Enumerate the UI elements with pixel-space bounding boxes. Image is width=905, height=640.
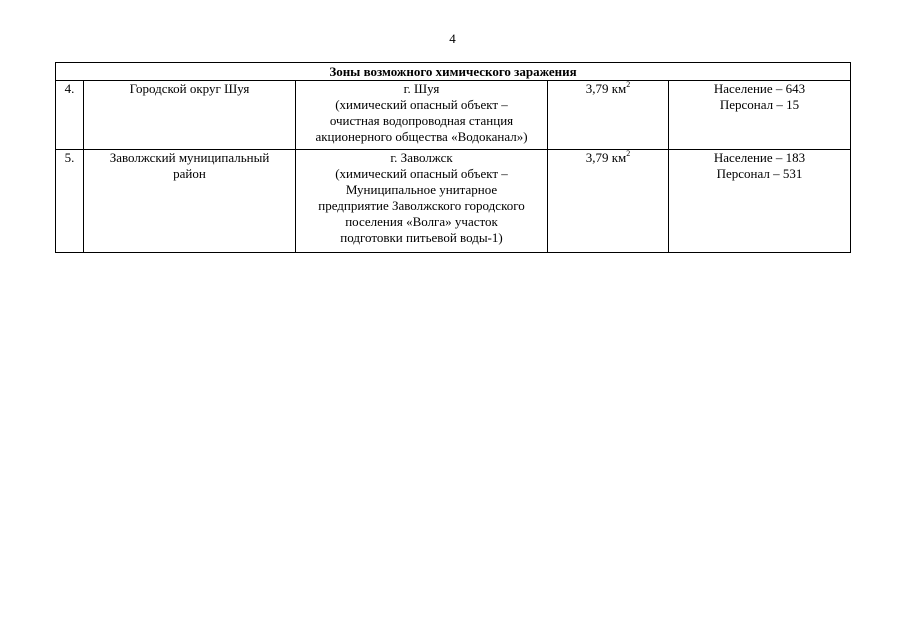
- population-line: Население – 643: [713, 81, 806, 96]
- object-line: поселения «Волга» участок: [345, 214, 498, 229]
- district-cell: [84, 150, 296, 253]
- object-cell: [296, 81, 548, 150]
- object-line: очистная водопроводная станция: [329, 113, 514, 128]
- table-row: [56, 150, 851, 253]
- table-section-header: [56, 63, 851, 81]
- object-line: предприятие Заволжского городского: [318, 198, 525, 213]
- area-value: 3,79 км: [585, 81, 627, 96]
- object-line: г. Шуя: [403, 81, 440, 96]
- table-row: [56, 81, 851, 150]
- area-exponent: 2: [626, 80, 631, 89]
- people-cell: [669, 81, 851, 150]
- area-value: 3,79 км: [585, 150, 627, 165]
- district-line: Городской округ Шуя: [129, 81, 250, 96]
- object-line: г. Заволжск: [390, 150, 453, 165]
- personnel-line: Персонал – 15: [719, 97, 800, 112]
- page-number: 4: [449, 31, 456, 46]
- row-number: 4.: [56, 81, 84, 150]
- area-cell: [548, 150, 669, 253]
- area-cell: [548, 81, 669, 150]
- district-line: Заволжский муниципальный: [109, 150, 270, 165]
- object-line: (химический опасный объект –: [335, 166, 508, 181]
- object-line: (химический опасный объект –: [335, 97, 508, 112]
- section-title: Зоны возможного химического заражения: [56, 63, 851, 81]
- district-line: район: [173, 166, 206, 181]
- row-number: 5.: [56, 150, 84, 253]
- population-line: Население – 183: [713, 150, 806, 165]
- object-cell: [296, 150, 548, 253]
- district-cell: [84, 81, 296, 150]
- object-line: Муниципальное унитарное: [345, 182, 498, 197]
- object-line: подготовки питьевой воды-1): [340, 230, 503, 245]
- object-line: акционерного общества «Водоканал»): [315, 129, 528, 144]
- chemical-zones-table: [55, 62, 851, 253]
- area-exponent: 2: [626, 149, 631, 158]
- people-cell: [669, 150, 851, 253]
- personnel-line: Персонал – 531: [716, 166, 803, 181]
